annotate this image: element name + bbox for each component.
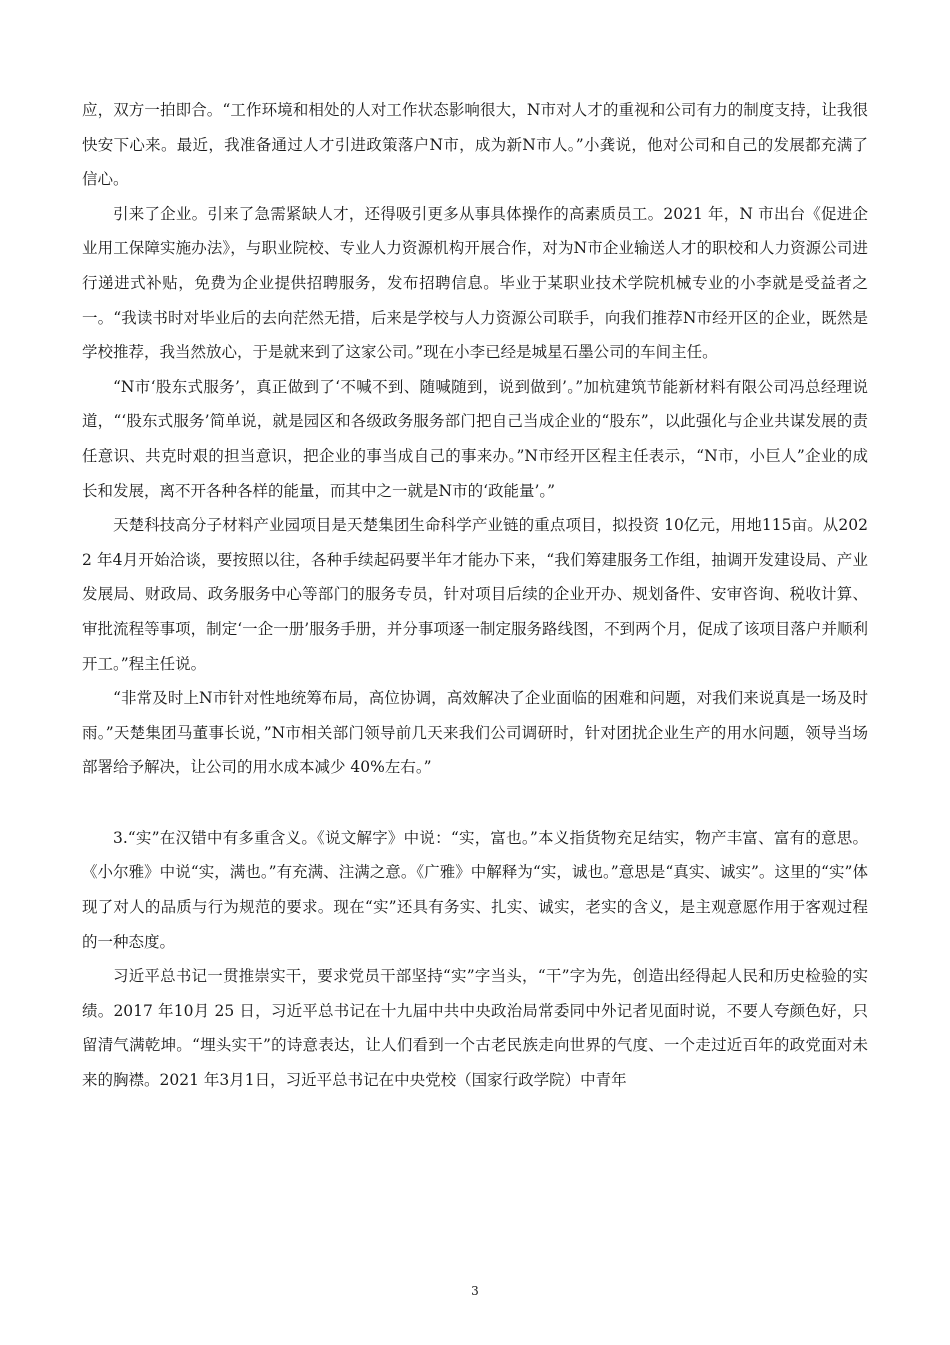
paragraph-meaning-of-shi: 3.“实”在汉错中有多重含义。《说文解字》中说：“实，富也。”本义指货物充足结实，物产丰富、富有的意思。《小尔雅》中说“实，满也。”有充满、注满之意。《广雅》中解释为“实，诚也。”意思是“真实、诚实”。这里的“实”体现了对人的品质与行为规范的要求。现在“实”还具有务实、扎实、诚实，老实的含义，是主观意愿作用于客观过程的一种态度。 <box>82 828 868 951</box>
paragraph-tianchu-project: 天楚科技高分子材料产业园项目是天楚集团生命科学产业链的重点项目，拟投资 10亿元，用地115亩。从2022 年4月开始洽谈，要按照以往，各种手续起码要半年才能办下来，“我们筹建服务工作组，抽调开发建设局、产业发展局、财政局、政务服务中心等部门的服务专员，针对项目后续的企业开办、规划备件、安审咨询、税收计算、审批流程等事项，制定‘一企一册’服务手册，并分事项逐一制定服务路线图，不到两个月，促成了该项目落户并顺利开工。”程主任说。 <box>82 516 868 673</box>
document-body <box>82 93 868 1098</box>
paragraph-attract-enterprises: 引来了企业。引来了急需紧缺人才，还得吸引更多从事具体操作的高素质员工。2021 年，N 市出台《促进企业用工保障实施办法》，与职业院校、专业人力资源机构开展合作，对为N市企业输送人才的职校和人力资源公司进行递进式补贴，免费为企业提供招聘服务，发布招聘信息。毕业于某职业技术学院机械专业的小李就是受益者之一。“我读书时对毕业后的去向茫然无措，后来是学校与人力资源公司联手，向我们推荐N市经开区的企业，既然是学校推荐，我当然放心，于是就来到了这家公司。”现在小李已经是城星石墨公司的车间主任。 <box>82 204 868 362</box>
paragraph-continuation: 应，双方一拍即合。“工作环境和相处的人对工作状态影响很大，N市对人才的重视和公司有力的制度支持，让我很快安下心来。最近，我准备通过人才引进政策落户N市，成为新N市人。”小龚说，他对公司和自己的发展都充满了信心。 <box>82 101 868 189</box>
paragraph-practical-work: 习近平总书记一贯推崇实干，要求党员干部坚持“实”字当头，“干”字为先，创造出经得起人民和历史检验的实绩。2017 年10月 25 日，习近平总书记在十九届中共中央政治局常委同中外记者见面时说，不要人夸颜色好，只留清气满乾坤。“埋头实干”的诗意表达，让人们看到一个古老民族走向世界的气度、一个走过近百年的政党面对未来的胸襟。2021 年3月1日，习近平总书记在中央党校（国家行政学院）中青年 <box>82 967 868 1090</box>
paragraph-timely-rain: “非常及时上N市针对性地统筹布局，高位协调，高效解决了企业面临的困难和问题，对我们来说真是一场及时雨。”天楚集团马董事长说，”N市相关部门领导前几天来我们公司调研时，针对团扰企业生产的用水问题，领导当场部署给予解决，让公司的用水成本减少 40%左右。” <box>82 689 868 777</box>
page-number: 3 <box>471 1284 479 1298</box>
section-gap <box>82 785 868 821</box>
paragraph-shareholder-service: “N市‘股东式服务’，真正做到了‘不喊不到、随喊随到，说到做到’。”加杭建筑节能新材料有限公司冯总经理说道，“‘股东式服务’简单说，就是园区和各级政务服务部门把自己当成企业的“股东”，以此强化与企业共谋发展的责任意识、共克时艰的担当意识，把企业的事当成自己的事来办。”N市经开区程主任表示，“N市，小巨人”企业的成长和发展，离不开各种各样的能量，而其中之一就是N市的‘政能量’。” <box>82 377 868 500</box>
